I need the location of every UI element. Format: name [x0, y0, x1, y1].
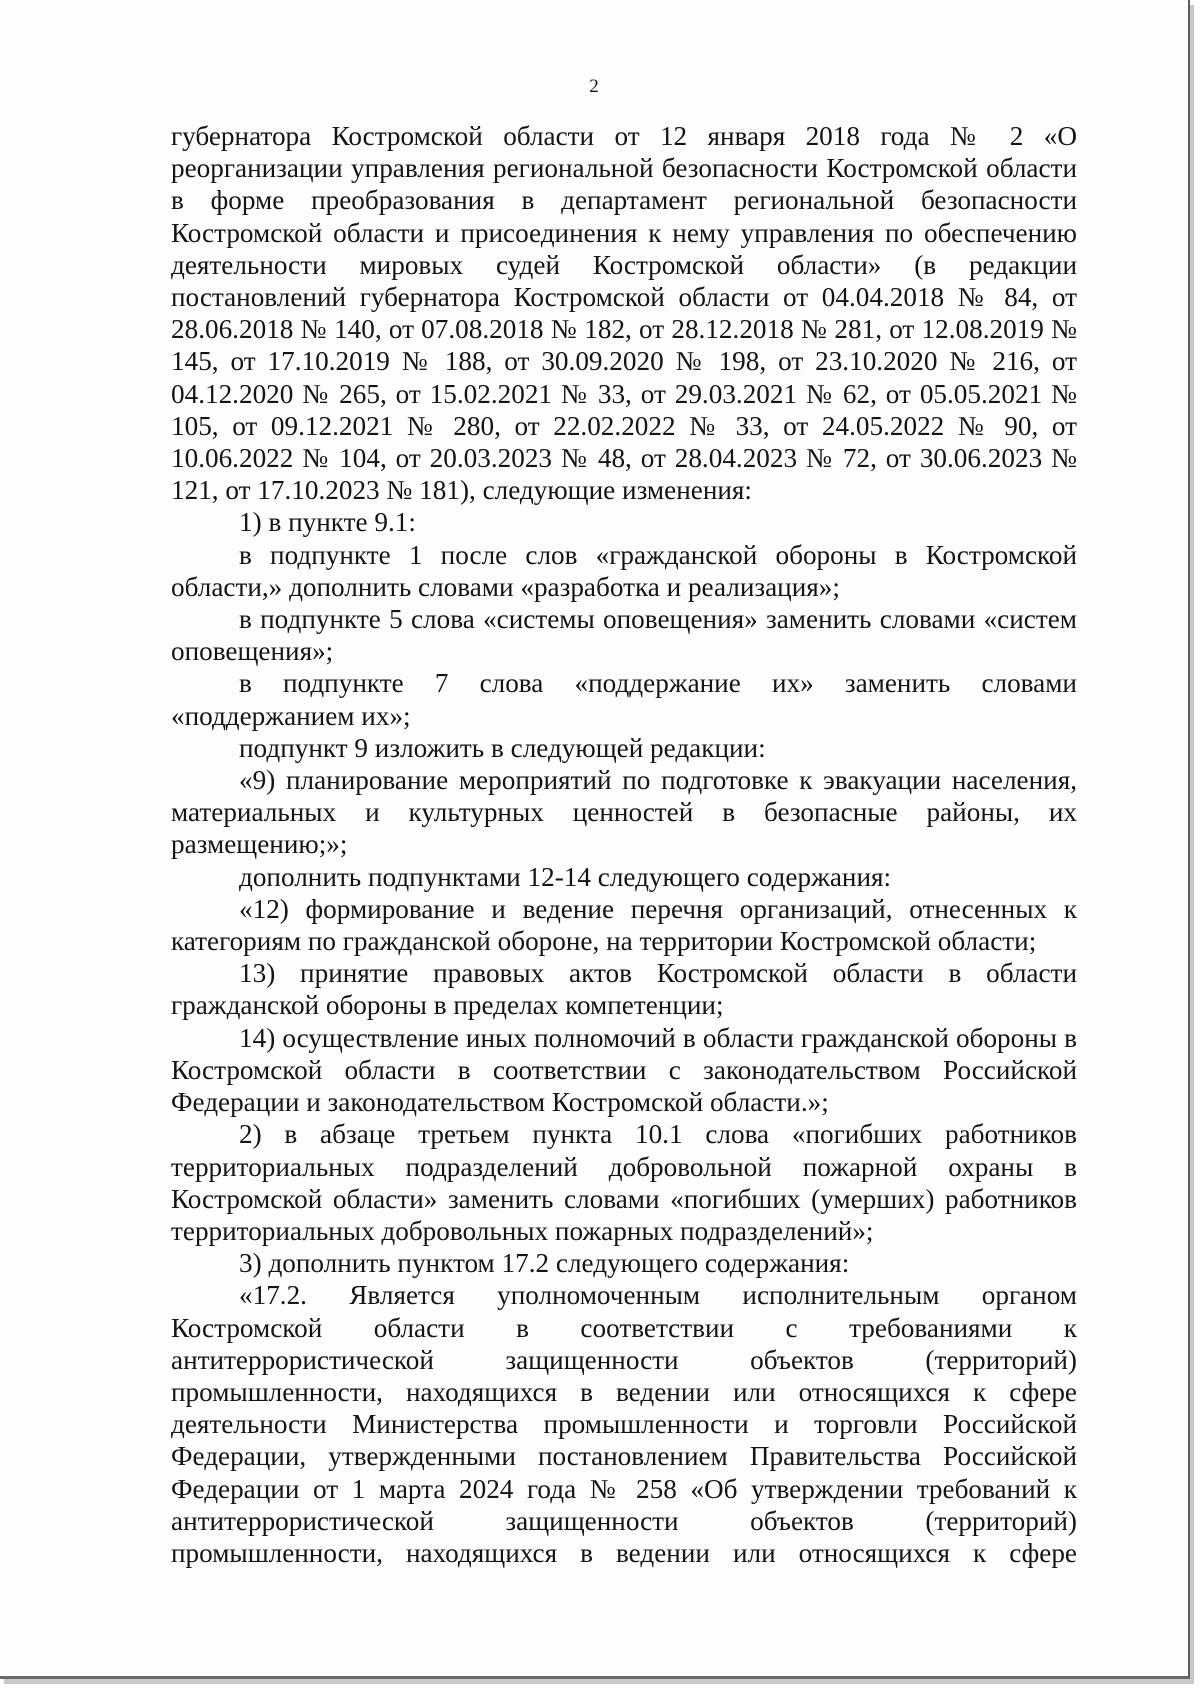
paragraph-preamble: губернатора Костромской области от 12 января 2018 года № 2 «О реорганизации управления региональной безопасности Костромской области в форме преобразования в департамент региональной безопасности Костромской области и присоединения к нему управления по обеспечению деятельности мировых судей Костромской области» (в редакции постановлений губернатора Костромской области от 04.04.2018 № 84, от 28.06.2018 № 140, от 07.08.2018 № 182, от 28.12.2018 № 281, от 12.08.2019 № 145, от 17.10.2019 № 188, от 30.09.2020 № 198, от 23.10.2020 № 216, от 04.12.2020 № 265, от 15.02.2021 № 33, от 29.03.2021 № 62, от 05.05.2021 № 105, от 09.12.2021 № 280, от 22.02.2022 № 33, от 24.05.2022 № 90, от 10.06.2022 № 104, от 20.03.2023 № 48, от 28.04.2023 № 72, от 30.06.2023 № 121, от 17.10.2023 № 181), следующие изменения:: [171, 121, 1077, 506]
paragraph-subitem-7: в подпункте 7 слова «поддержание их» заменить словами «поддержанием их»;: [171, 668, 1077, 731]
paragraph-subitem-9-text: «9) планирование мероприятий по подготовке к эвакуации населения, материальных и культурных ценностей в безопасные районы, их размещению;»;: [171, 765, 1077, 860]
paragraph-subitem-5: в подпункте 5 слова «системы оповещения» заменить словами «систем оповещения»;: [171, 604, 1077, 667]
paragraph-item-17-2: «17.2. Является уполномоченным исполнительным органом Костромской области в соответствии с требованиями к антитеррористической защищенности объектов (территорий) промышленности, находящихся в ведении или относящихся к сфере деятельности Министерства промышленности и торговли Российской Федерации, утвержденными постановлением Правительства Российской Федерации от 1 марта 2024 года № 258 «Об утверждении требований к антитеррористической защищенности объектов (территорий) промышленности, находящихся в ведении или относящихся к сфере: [171, 1280, 1077, 1568]
paragraph-item-2: 2) в абзаце третьем пункта 10.1 слова «погибших работников территориальных подразделений добровольной пожарной охраны в Костромской области» заменить словами «погибших (умерших) работников территориальных добровольных пожарных подразделений»;: [171, 1119, 1077, 1246]
paragraph-subitem-13: 13) принятие правовых актов Костромской области в области гражданской обороны в пределах компетенции;: [171, 958, 1077, 1021]
page-number: 2: [589, 76, 599, 97]
paragraph-subitem-12: «12) формирование и ведение перечня организаций, отнесенных к категориям по гражданской обороне, на территории Костромской области;: [171, 893, 1077, 957]
paragraph-subitem-14: 14) осуществление иных полномочий в области гражданской обороны в Костромской области в соответствии с законодательством Российской Федерации и законодательством Костромской области.»;: [171, 1022, 1077, 1118]
paragraph-item-3: 3) дополнить пунктом 17.2 следующего содержания:: [239, 1248, 850, 1279]
paragraph-subitem-9-intro: подпункт 9 изложить в следующей редакции:: [239, 732, 766, 763]
document-body: [171, 120, 1077, 1569]
paragraph-subitem-1: в подпункте 1 после слов «гражданской обороны в Костромской области,» дополнить словами «разработка и реализация»;: [171, 539, 1077, 602]
paragraph-subitems-12-14-intro: дополнить подпунктами 12-14 следующего содержания:: [239, 861, 892, 892]
paragraph-item-1: 1) в пункте 9.1:: [239, 507, 416, 538]
